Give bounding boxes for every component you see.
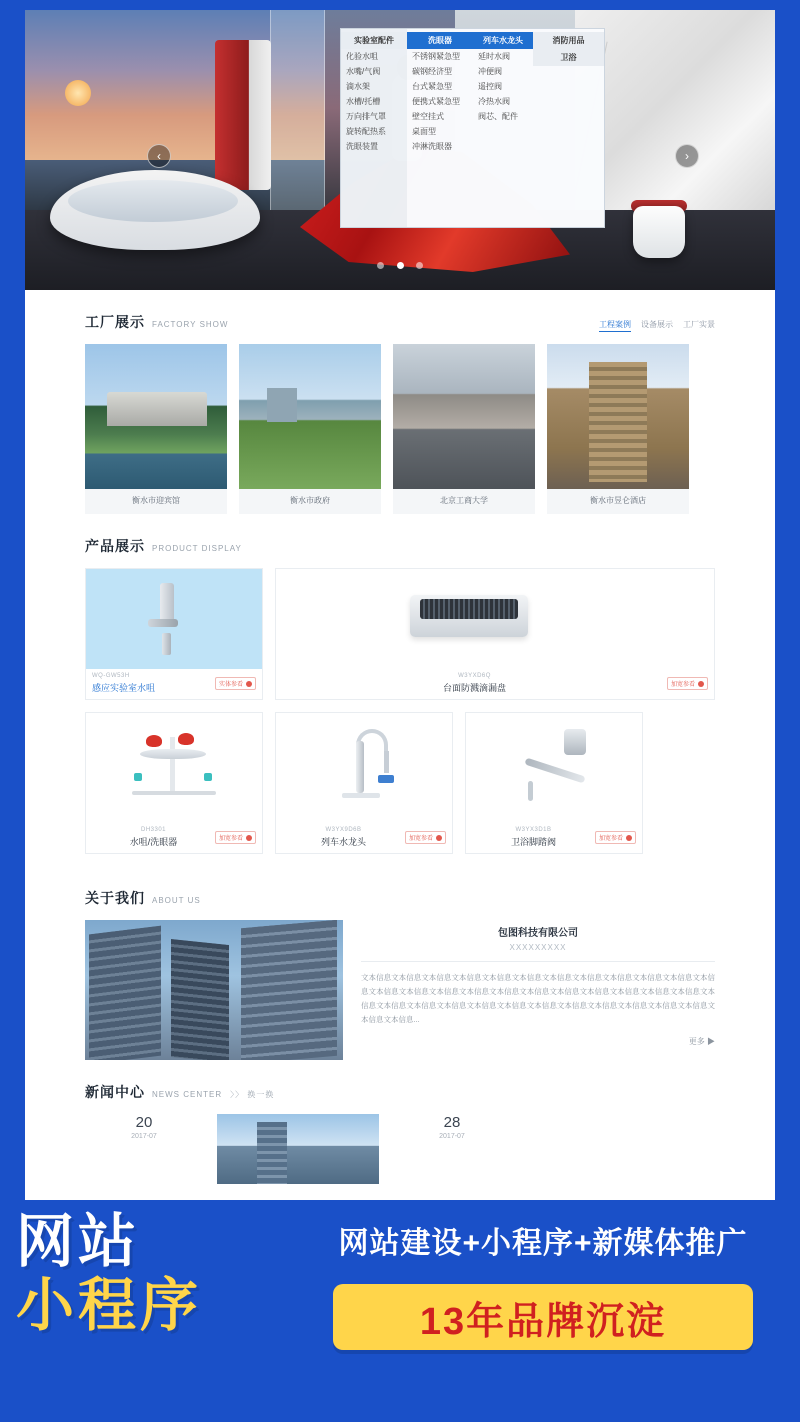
mega-menu-column-4 — [533, 29, 604, 227]
product-card-footer — [86, 823, 262, 853]
product-card-footer — [86, 669, 262, 699]
mega-menu-item[interactable]: 消防用品 — [533, 32, 604, 49]
lab-faucet-illustration — [160, 583, 174, 623]
company-name: 包图科技有限公司 — [498, 928, 578, 939]
factory-card-caption: 衡水市迎宾馆 — [132, 496, 180, 505]
promo-right-text — [300, 1218, 786, 1350]
about-body-text: 文本信息文本信息文本信息文本信息文本信息文本信息文本信息文本信息文本信息文本信息文本信息文本信息文本信息文本信息文本信息文本信息文本信息文本信息文本信息文本信息文本信息文本信息文本信息文本信息文本信息文本信息文本信息文本信息文本信息文本信息文本信息文本信息文本信息文本信息文本信息文本信息文本信息... — [361, 973, 715, 1024]
product-name[interactable]: 卫浴脚踏阀 — [510, 837, 556, 847]
hero-dot[interactable] — [377, 262, 384, 269]
mega-menu-item[interactable]: 水嘴/气阀 — [346, 67, 381, 76]
factory-card-caption: 衡水市昱仑酒店 — [590, 496, 646, 505]
mega-menu-item[interactable]: 洗眼装置 — [346, 142, 378, 151]
product-title-en: PRODUCT DISPLAY — [152, 544, 242, 553]
news-title-cn: 新闻中心 — [85, 1084, 145, 1100]
news-item[interactable] — [85, 1114, 203, 1184]
mega-menu-item[interactable]: 洗眼器 — [407, 32, 473, 49]
product-meta — [282, 827, 405, 848]
promo-banner — [0, 1192, 800, 1422]
divider — [361, 961, 715, 962]
mega-menu-item[interactable]: 水槽/托槽 — [346, 97, 381, 106]
about-image — [85, 920, 343, 1060]
mega-menu-item[interactable]: 桌面型 — [412, 127, 436, 136]
about-more-link[interactable]: 更多 ▶ — [688, 1037, 715, 1046]
company-subtitle: XXXXXXXXX — [509, 943, 567, 952]
mega-menu-item[interactable]: 冲淋洗眼器 — [412, 142, 452, 151]
product-title-cn: 产品展示 — [85, 538, 145, 554]
news-list — [85, 1114, 715, 1194]
factory-card-grid — [85, 344, 715, 514]
product-name[interactable]: 水咀/洗眼器 — [129, 837, 178, 847]
tag-dot-icon — [246, 681, 252, 687]
mega-menu-item[interactable]: 滴水架 — [346, 82, 370, 91]
product-card[interactable] — [275, 568, 715, 700]
product-image — [86, 569, 262, 669]
mega-menu-item[interactable]: 卫浴 — [533, 49, 604, 66]
about-title-en: ABOUT US — [152, 896, 201, 905]
tag-dot-icon — [698, 681, 704, 687]
product-name[interactable]: 感应实验室水咀 — [92, 683, 156, 693]
train-faucet-illustration — [334, 723, 400, 801]
about-title-cn: 关于我们 — [85, 890, 145, 906]
hero-banner — [25, 10, 775, 290]
factory-card-image — [393, 344, 535, 489]
promo-badge — [333, 1284, 753, 1350]
about-text-block — [361, 920, 715, 1060]
factory-card[interactable] — [239, 344, 381, 514]
factory-card-image — [239, 344, 381, 489]
product-card-footer — [276, 823, 452, 853]
mega-menu-item[interactable]: 冲便阀 — [478, 67, 502, 76]
mega-menu-item[interactable]: 冷热水阀 — [478, 97, 510, 106]
product-meta — [92, 827, 215, 848]
hero-sun — [65, 80, 91, 106]
mega-menu-item[interactable]: 延时水阀 — [478, 52, 510, 61]
news-thumbnail[interactable] — [217, 1114, 379, 1184]
factory-card[interactable] — [393, 344, 535, 514]
mega-menu-item[interactable]: 实验室配件 — [341, 32, 407, 49]
product-name[interactable]: 台面防溅滴漏盘 — [442, 683, 506, 693]
drip-tray-mesh — [420, 599, 518, 619]
factory-card-image — [547, 344, 689, 489]
product-image — [276, 569, 714, 669]
news-month: 2017-07 — [131, 1133, 157, 1140]
product-meta — [92, 673, 155, 694]
product-tag[interactable]: 加宽参看 — [667, 677, 708, 690]
product-row-1 — [85, 568, 715, 700]
product-image — [86, 713, 262, 823]
mega-menu-column-1 — [341, 29, 407, 227]
factory-tabs[interactable] — [599, 319, 715, 332]
product-card[interactable] — [275, 712, 453, 854]
product-code: W3YX9D6B — [325, 827, 362, 833]
factory-card[interactable] — [547, 344, 689, 514]
hero-shower-column — [215, 40, 271, 190]
mega-menu-item[interactable]: 阀芯、配件 — [478, 112, 518, 121]
mega-menu-column-2 — [407, 29, 473, 227]
mega-menu-item[interactable]: 化验水咀 — [346, 52, 378, 61]
factory-card-caption: 衡水市政府 — [290, 496, 330, 505]
product-card[interactable] — [85, 568, 263, 700]
factory-card-image — [85, 344, 227, 489]
about-section — [25, 866, 775, 1060]
promo-line-1: 网站 — [16, 1209, 141, 1274]
promo-badge-text: 13年品牌沉淀 — [419, 1300, 667, 1343]
tag-dot-icon — [436, 835, 442, 841]
factory-title-en: FACTORY SHOW — [152, 320, 229, 329]
tag-dot-icon — [626, 835, 632, 841]
product-tag[interactable]: 加宽参看 — [405, 831, 446, 844]
news-day: 20 — [135, 1114, 153, 1131]
news-month: 2017-07 — [439, 1133, 465, 1140]
product-card[interactable] — [85, 712, 263, 854]
hero-prev-arrow-icon[interactable]: ‹ — [147, 144, 171, 168]
mega-menu-item[interactable]: 万向排气罩 — [346, 112, 386, 121]
news-section — [25, 1060, 775, 1194]
product-meta — [282, 673, 667, 694]
mega-menu-column-3 — [473, 29, 533, 227]
hero-carousel-dots[interactable] — [25, 256, 775, 274]
mega-menu[interactable] — [340, 28, 605, 228]
tab-factory-view[interactable]: 工厂实景 — [683, 320, 715, 329]
tab-equipment-display[interactable]: 设备展示 — [641, 320, 673, 329]
product-code: W3YXD6Q — [458, 673, 491, 679]
product-image — [466, 713, 642, 823]
promo-line-2: 小程序 — [16, 1273, 203, 1338]
news-refresh-link[interactable]: 〉〉 换一换 — [230, 1090, 275, 1099]
hero-toilet — [633, 206, 685, 258]
about-section-header — [85, 866, 715, 920]
website-preview — [25, 10, 775, 1200]
news-title-en: NEWS CENTER — [152, 1090, 223, 1099]
news-day: 28 — [443, 1114, 461, 1131]
product-meta — [472, 827, 595, 848]
product-card-footer — [276, 669, 714, 699]
product-card-footer — [466, 823, 642, 853]
mega-menu-item[interactable]: 旋转配热系 — [346, 127, 386, 136]
product-row-2 — [85, 712, 715, 854]
bidet-valve-illustration — [518, 723, 596, 803]
mega-menu-item[interactable]: 不锈钢紧急型 — [412, 52, 460, 61]
news-item[interactable] — [393, 1114, 511, 1184]
drip-tray-illustration — [410, 595, 528, 637]
hero-next-arrow-icon[interactable]: › — [675, 144, 699, 168]
mega-menu-item[interactable]: 便携式紧急型 — [412, 97, 460, 106]
hero-bathtub-inner — [68, 180, 238, 222]
product-tag[interactable]: 实体参看 — [215, 677, 256, 690]
factory-card-caption: 北京工商大学 — [440, 496, 488, 505]
mega-menu-item[interactable]: 列车水龙头 — [473, 32, 533, 49]
promo-services-text: 网站建设+小程序+新媒体推广 — [338, 1227, 748, 1260]
about-content — [85, 920, 715, 1060]
product-tag[interactable]: 加宽参看 — [215, 831, 256, 844]
eyewash-station-illustration — [116, 729, 232, 799]
product-image — [276, 713, 452, 823]
mega-menu-item[interactable]: 遥控阀 — [478, 82, 502, 91]
mega-menu-item[interactable]: 台式紧急型 — [412, 82, 452, 91]
hero-dot-active[interactable] — [397, 262, 404, 269]
product-card[interactable] — [465, 712, 643, 854]
factory-section-header — [85, 290, 715, 344]
product-code: DH3301 — [140, 827, 166, 833]
factory-section — [25, 290, 775, 514]
mega-menu-item[interactable]: 壁空挂式 — [412, 112, 444, 121]
product-section — [25, 514, 775, 854]
factory-title-cn: 工厂展示 — [85, 314, 145, 330]
promo-left-text — [16, 1210, 286, 1338]
product-name[interactable]: 列车水龙头 — [320, 837, 366, 847]
factory-card[interactable] — [85, 344, 227, 514]
mega-menu-item[interactable]: 碳钢经济型 — [412, 67, 452, 76]
product-tag[interactable]: 加宽参看 — [595, 831, 636, 844]
news-section-header — [85, 1060, 715, 1114]
product-code: WQ-GW53H — [92, 673, 130, 679]
hero-dot[interactable] — [416, 262, 423, 269]
tag-dot-icon — [246, 835, 252, 841]
product-section-header — [85, 514, 715, 568]
product-code: W3YX3D1B — [515, 827, 552, 833]
tab-engineering-cases[interactable]: 工程案例 — [599, 319, 631, 332]
